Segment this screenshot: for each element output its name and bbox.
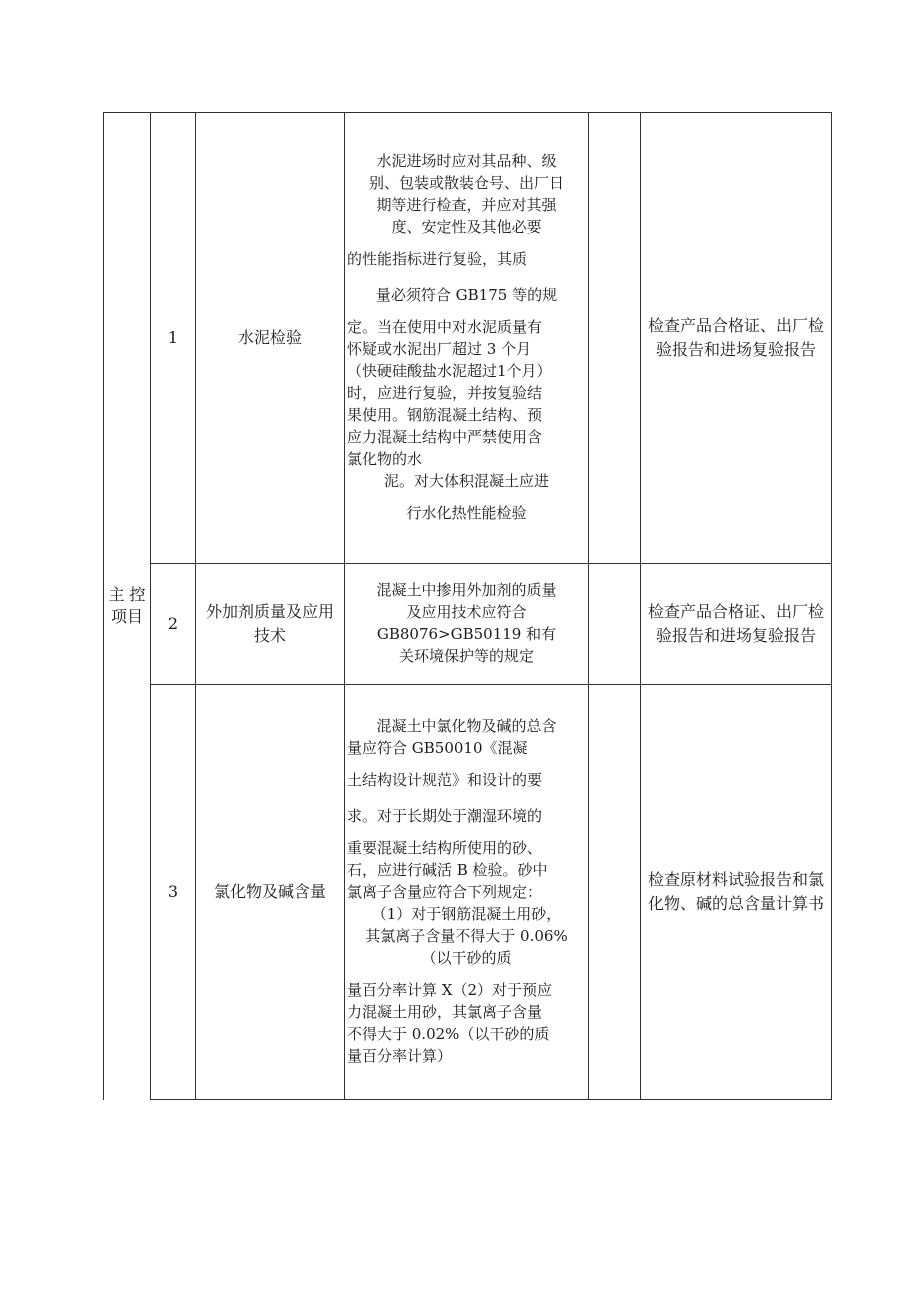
- requirement-line: 定。当在使用中对水泥质量有: [347, 318, 543, 336]
- requirement-line: 量应符合 GB50010《混凝: [347, 739, 528, 757]
- requirement-line: 怀疑或水泥出厂超过 3 个月: [347, 340, 532, 358]
- table-row: [104, 564, 832, 685]
- item-name: 氯化物及碱含量: [196, 685, 345, 1100]
- requirement-text: [345, 146, 588, 530]
- row-number: 2: [151, 564, 196, 685]
- check-method-text: 检查产品合格证、出厂检验报告和进场复验报告: [647, 602, 824, 645]
- requirement-line: 别、包装或散装仓号、出厂日: [368, 174, 564, 192]
- check-method: [641, 113, 832, 564]
- requirement-line: 其氯离子含量不得大于 0.06%: [365, 927, 568, 945]
- category-label-line-1: 主 控: [108, 585, 146, 605]
- item-name-text: 外加剂质量及应用技术: [205, 602, 334, 645]
- row-number: 1: [151, 113, 196, 564]
- requirement-line: 及应用技术应符合: [406, 603, 527, 621]
- requirement-line: 期等进行检查，并应对其强: [376, 196, 557, 214]
- requirement-line: 氯化物的水: [347, 450, 423, 468]
- requirement-line: 泥。对大体积混凝土应进: [383, 472, 549, 490]
- requirement-line: 求。对于长期处于潮湿环境的: [347, 807, 543, 825]
- check-method-text: 检查产品合格证、出厂检验报告和进场复验报告: [647, 316, 824, 359]
- check-method: [641, 564, 832, 685]
- check-method-text: 检查原材料试验报告和氯化物、碱的总含量计算书: [647, 870, 824, 913]
- blank-cell: [589, 113, 641, 564]
- requirement-cell: [345, 564, 589, 685]
- requirement-line: 量百分率计算）: [347, 1047, 453, 1065]
- table-row: [104, 685, 832, 1100]
- requirement-line: 力混凝土用砂，其氯离子含量: [347, 1003, 543, 1021]
- requirement-line: 度、安定性及其他必要: [391, 218, 542, 236]
- requirement-line: 应力混凝土结构中严禁使用含: [347, 428, 543, 446]
- row-number: 3: [151, 685, 196, 1100]
- requirement-line: 量百分率计算 X（2）对于预应: [347, 981, 552, 999]
- requirement-line: 氯离子含量应符合下列规定：: [347, 883, 543, 901]
- requirement-line: 果使用。钢筋混凝土结构、预: [347, 406, 543, 424]
- inspection-table: [103, 112, 832, 1100]
- table-row: [104, 113, 832, 564]
- requirement-line: 量必须符合 GB175 等的规: [375, 286, 558, 304]
- requirement-cell: [345, 113, 589, 564]
- check-method: [641, 685, 832, 1100]
- requirement-cell: [345, 685, 589, 1100]
- requirement-text: [345, 575, 588, 673]
- requirement-line: 土结构设计规范》和设计的要: [347, 771, 543, 789]
- requirement-line: 混凝土中氯化物及碱的总含: [376, 717, 557, 735]
- item-name: 水泥检验: [196, 113, 345, 564]
- requirement-line: 混凝土中掺用外加剂的质量: [376, 581, 557, 599]
- requirement-line: 水泥进场时应对其品种、级: [376, 152, 557, 170]
- blank-cell: [589, 685, 641, 1100]
- requirement-line: 不得大于 0.02%（以干砂的质: [347, 1025, 550, 1043]
- requirement-text: [345, 711, 588, 1073]
- requirement-line: 时，应进行复验，并按复验结: [347, 384, 543, 402]
- category-label-line-2: 项目: [110, 607, 143, 627]
- requirement-line: （1）对于钢筋混凝土用砂，: [371, 905, 562, 923]
- requirement-line: GB8076>GB50119 和有: [376, 625, 557, 643]
- requirement-line: （以干砂的质: [421, 949, 512, 967]
- requirement-line: （快硬硅酸盐水泥超过1个月）: [347, 362, 552, 380]
- requirement-line: 石，应进行碱活 B 检验。砂中: [347, 861, 548, 879]
- requirement-line: 行水化热性能检验: [406, 504, 527, 522]
- category-cell: [104, 113, 151, 1100]
- item-name: [196, 564, 345, 685]
- requirement-line: 的性能指标进行复验，其质: [347, 250, 528, 268]
- blank-cell: [589, 564, 641, 685]
- category-label: [104, 584, 150, 628]
- requirement-line: 关环境保护等的规定: [398, 647, 534, 665]
- requirement-line: 重要混凝土结构所使用的砂、: [347, 839, 543, 857]
